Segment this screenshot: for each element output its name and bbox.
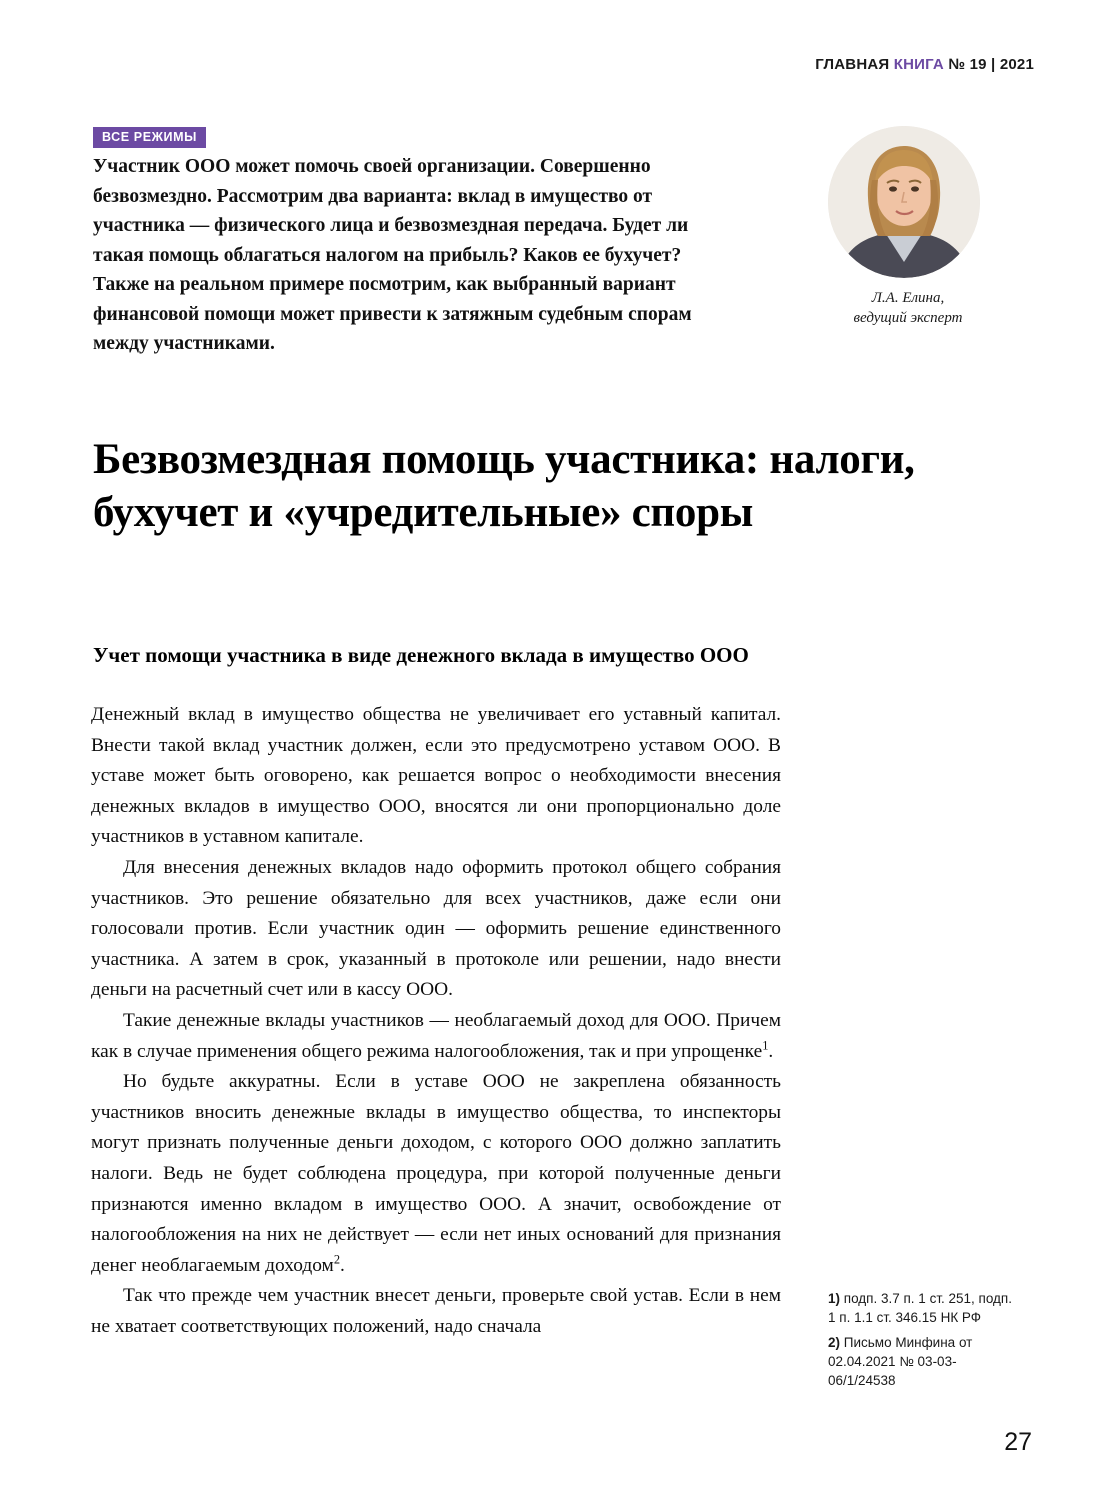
footnote-text: подп. 3.7 п. 1 ст. 251, подп. 1 п. 1.1 ст. 346.15 НК РФ (828, 1291, 1012, 1325)
body-paragraph-3-tail: . (768, 1040, 774, 1062)
running-head (815, 56, 1034, 73)
body-paragraph-5: Так что прежде чем участник внесет деньги, проверьте свой устав. Если в нем не хватает соответствующих положений, надо сначала (91, 1285, 781, 1337)
body-paragraph-3-text: Такие денежные вклады участников — необлагаемый доход для ООО. Причем как в случае применения общего режима налогообложения, так и при упрощенке (91, 1009, 781, 1062)
footnote-ref-1: 1 (762, 1038, 769, 1053)
footnote-number: 1) (828, 1291, 841, 1306)
article-body (91, 700, 781, 1342)
author-role: ведущий эксперт (853, 310, 963, 326)
author-caption (828, 288, 988, 328)
body-paragraph-4-tail: . (340, 1254, 345, 1276)
footnote-item (828, 1333, 1018, 1390)
body-paragraph-4-text: Но будьте аккуратны. Если в уставе ООО не закреплена обязанность участников вносить денежные вклады в имущество общества, то инспекторы могут признать полученные деньги доходом, с которого ООО должно заплатить налоги. Ведь не будет соблюдена процедура, при которой полученные деньги признаются именно вкладом в имущество ООО. А значит, освобождение от налогообложения на них не действует — если нет иных оснований для признания денег необлагаемым доходом (91, 1071, 781, 1276)
page-number: 27 (1004, 1428, 1032, 1456)
footnotes (828, 1289, 1018, 1396)
running-head-issue: № 19 | 2021 (948, 56, 1034, 73)
avatar-portrait-icon (828, 126, 980, 278)
lead-paragraph: Участник ООО может помочь своей организации. Совершенно безвозмездно. Рассмотрим два варианта: вклад в имущество от участника — физического лица и безвозмездная передача. Будет ли такая помощь облагаться налогом на прибыль? Каков ее бухучет? Также на реальном примере посмотрим, как выбранный вариант финансовой помощи может привести к затяжным судебным спорам между участниками. (93, 156, 692, 354)
footnote-ref-2: 2 (333, 1252, 341, 1267)
category-badge: ВСЕ РЕЖИМЫ (93, 127, 206, 148)
body-paragraph-4 (91, 1067, 781, 1281)
running-head-brand-accent: КНИГА (893, 56, 944, 73)
author-avatar (828, 126, 980, 278)
page-title: Безвозмездная помощь участника: налоги, бухучет и «учредительные» споры (93, 435, 915, 536)
footnote-text: Письмо Минфина от 02.04.2021 № 03-03-06/1/24538 (828, 1335, 973, 1388)
section-subhead: Учет помощи участника в виде денежного вклада в имущество ООО (93, 643, 749, 668)
footnote-item (828, 1289, 1018, 1327)
footnote-number: 2) (828, 1335, 841, 1350)
body-paragraph-3 (91, 1006, 781, 1067)
author-name: Л.А. Елина, (871, 290, 945, 306)
running-head-brand: ГЛАВНАЯ (815, 56, 890, 73)
body-paragraph-2: Для внесения денежных вкладов надо оформить протокол общего собрания участников. Это решение обязательно для всех участников, даже если они голосовали против. Если участник один — оформить решение единственного участника. А затем в срок, указанный в протоколе или решении, надо внести деньги на расчетный счет или в кассу ООО. (91, 856, 781, 1001)
body-paragraph-1: Денежный вклад в имущество общества не увеличивает его уставный капитал. Внести такой вклад участник должен, если это предусмотрено уставом ООО. В уставе может быть оговорено, как решается вопрос о необходимости внесения денежных вкладов в имущество ООО, вносятся ли они пропорционально доле участников в уставном капитале. (91, 704, 781, 848)
